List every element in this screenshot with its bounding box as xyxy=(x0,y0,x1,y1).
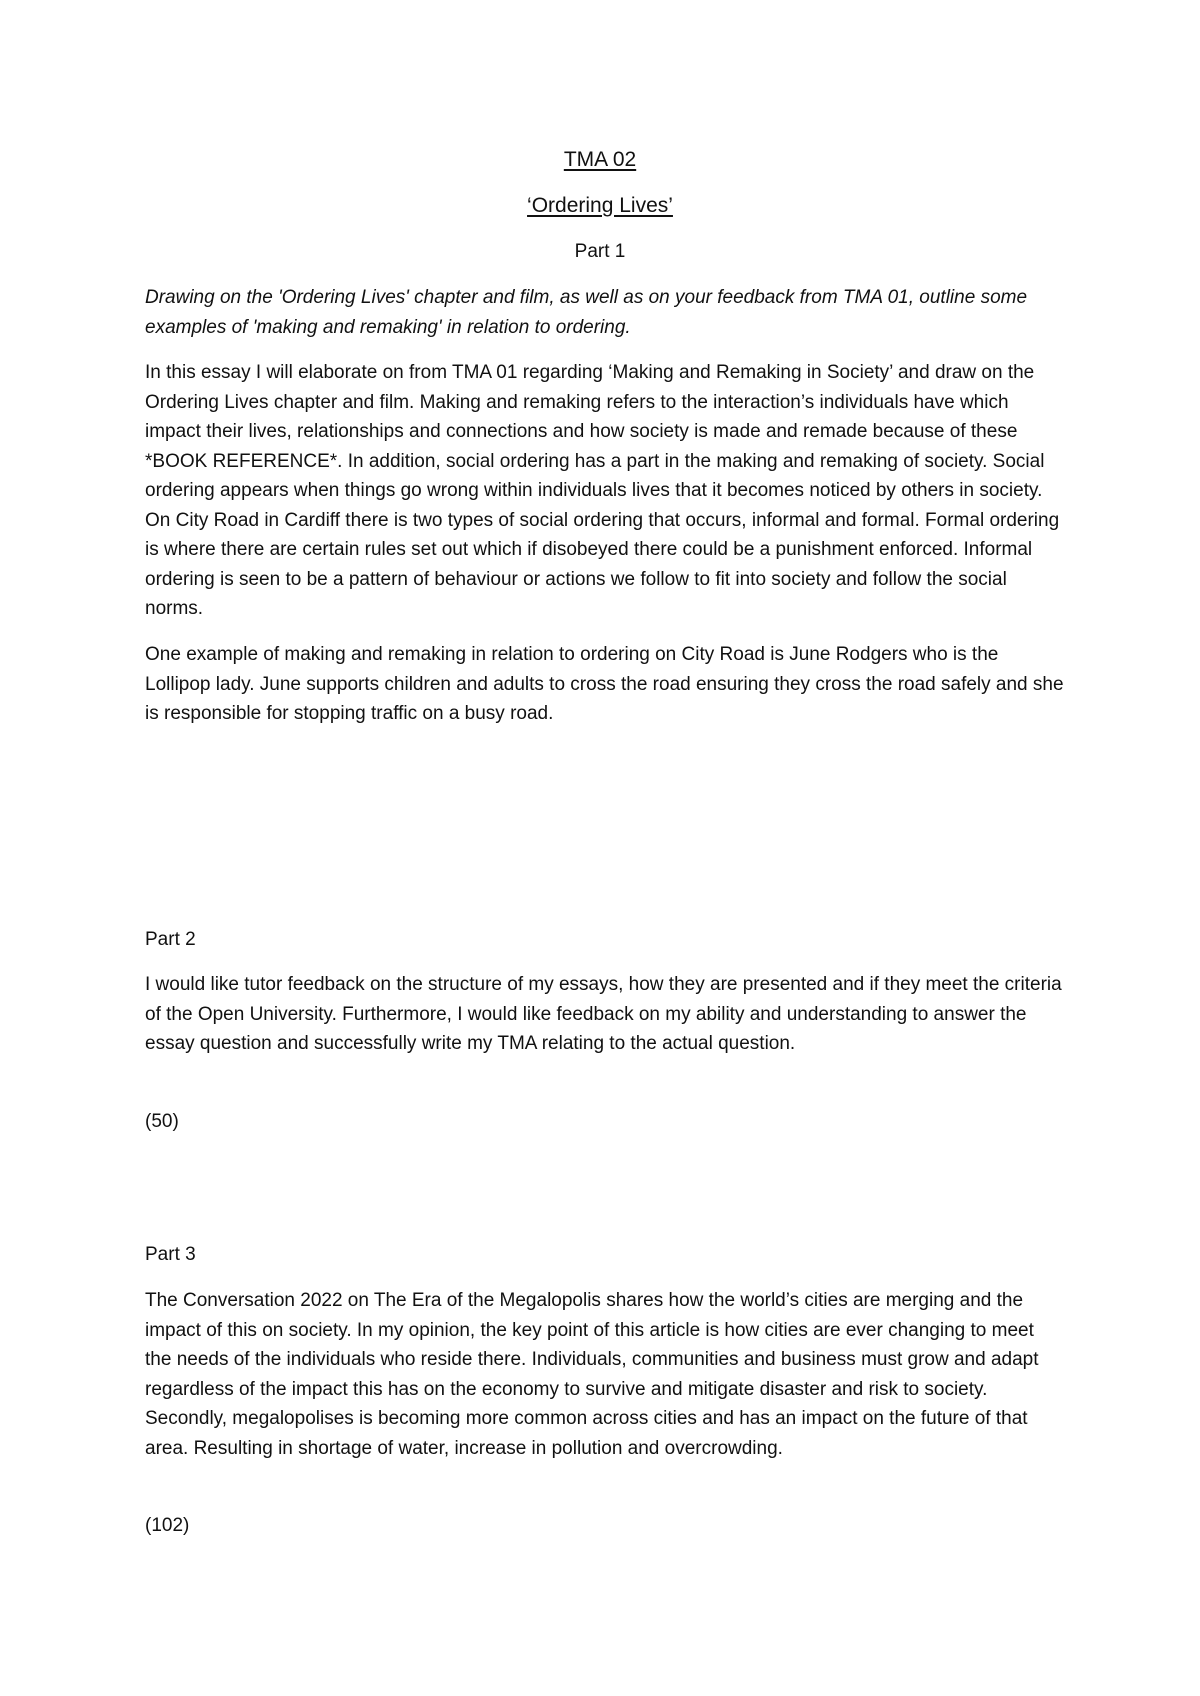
part2-heading: Part 2 xyxy=(145,929,196,950)
part1-question: Drawing on the 'Ordering Lives' chapter and film, as well as on your feedback from TMA 01, outline some examples of 'making and remaking' in relation to ordering. xyxy=(145,287,1028,338)
document-subtitle: ‘Ordering Lives’ xyxy=(527,194,673,217)
document-title: TMA 02 xyxy=(563,148,637,171)
part1-heading: Part 1 xyxy=(574,241,626,262)
part1-paragraph-1: In this essay I will elaborate on from TMA 01 regarding ‘Making and Remaking in Society’ and draw on the Ordering Lives chapter and film. Making and remaking refers to the interaction’s individuals have which impact their lives, relationships and connections and how society is made and remade because of these *BOOK REFERENCE*. In addition, social ordering has a part in the making and remaking of society. Social ordering appears when things go wrong within individuals lives that it becomes noticed by others in society. On City Road in Cardiff there is two types of social ordering that occurs, informal and formal. Formal ordering is where there are certain rules set out which if disobeyed there could be a punishment enforced. Informal ordering is seen to be a pattern of behaviour or actions we follow to fit into society and follow the social norms. xyxy=(145,362,1060,619)
part2-word-count: (50) xyxy=(145,1111,179,1132)
part3-word-count: (102) xyxy=(145,1515,190,1536)
part3-paragraph: The Conversation 2022 on The Era of the Megalopolis shares how the world’s cities are merging and the impact of this on society. In my opinion, the key point of this article is how cities are ever changing to meet the needs of the individuals who reside there. Individuals, communities and business must grow and adapt regardless of the impact this has on the economy to survive and mitigate disaster and risk to society. Secondly, megalopolises is becoming more common across cities and has an impact on the future of that area. Resulting in shortage of water, increase in pollution and overcrowding. xyxy=(145,1290,1039,1459)
part3-heading: Part 3 xyxy=(145,1244,196,1265)
part2-paragraph: I would like tutor feedback on the structure of my essays, how they are presented and if they meet the criteria of the Open University. Furthermore, I would like feedback on my ability and understanding to answer the essay question and successfully write my TMA relating to the actual question. xyxy=(145,974,1062,1054)
part1-paragraph-2: One example of making and remaking in relation to ordering on City Road is June Rodgers who is the Lollipop lady. June supports children and adults to cross the road ensuring they cross the road safely and she is responsible for stopping traffic on a busy road. xyxy=(145,644,1064,724)
